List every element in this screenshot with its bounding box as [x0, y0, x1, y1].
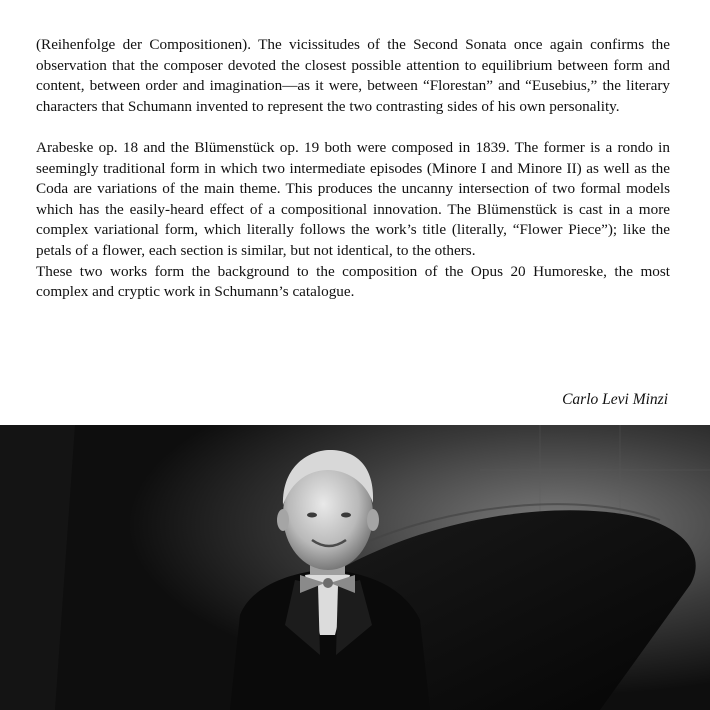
essay-text — [36, 35, 670, 303]
paragraph-3: These two works form the background to the composition of the Opus 20 Humoreske, the most complex and cryptic work in Schumann’s catalogue. — [36, 262, 670, 301]
author-signature: Carlo Levi Minzi — [562, 391, 668, 408]
paragraph-spacer — [36, 117, 670, 138]
left-ear — [277, 509, 289, 531]
bow-tie-knot — [323, 578, 333, 588]
paragraph-2: Arabeske op. 18 and the Blümenstück op. 19 both were composed in 1839. The former is a rondo in seemingly traditional form in which two intermediate episodes (Minore I and Minore II) as well as the Coda are variations of the main theme. This produces the uncanny intersection of two formal models which has the easily-heard effect of a compositional innovation. The Blümenstück is cast in a more complex variational form, which literally follows the work’s title (literally, “Flower Piece”); like the petals of a flower, each section is similar, but not identical, to the others. — [36, 138, 670, 259]
right-eye — [341, 513, 351, 518]
left-eye — [307, 513, 317, 518]
pianist-photo — [0, 425, 710, 710]
photo-illustration — [0, 425, 710, 710]
right-ear — [367, 509, 379, 531]
paragraph-1: (Reihenfolge der Compositionen). The vicissitudes of the Second Sonata once again confirms the observation that the composer devoted the closest possible attention to equilibrium between form and content, between order and imagination—as it were, between “Florestan” and “Eusebius,” the literary characters that Schumann invented to represent the two contrasting sides of his own personality. — [36, 36, 670, 115]
